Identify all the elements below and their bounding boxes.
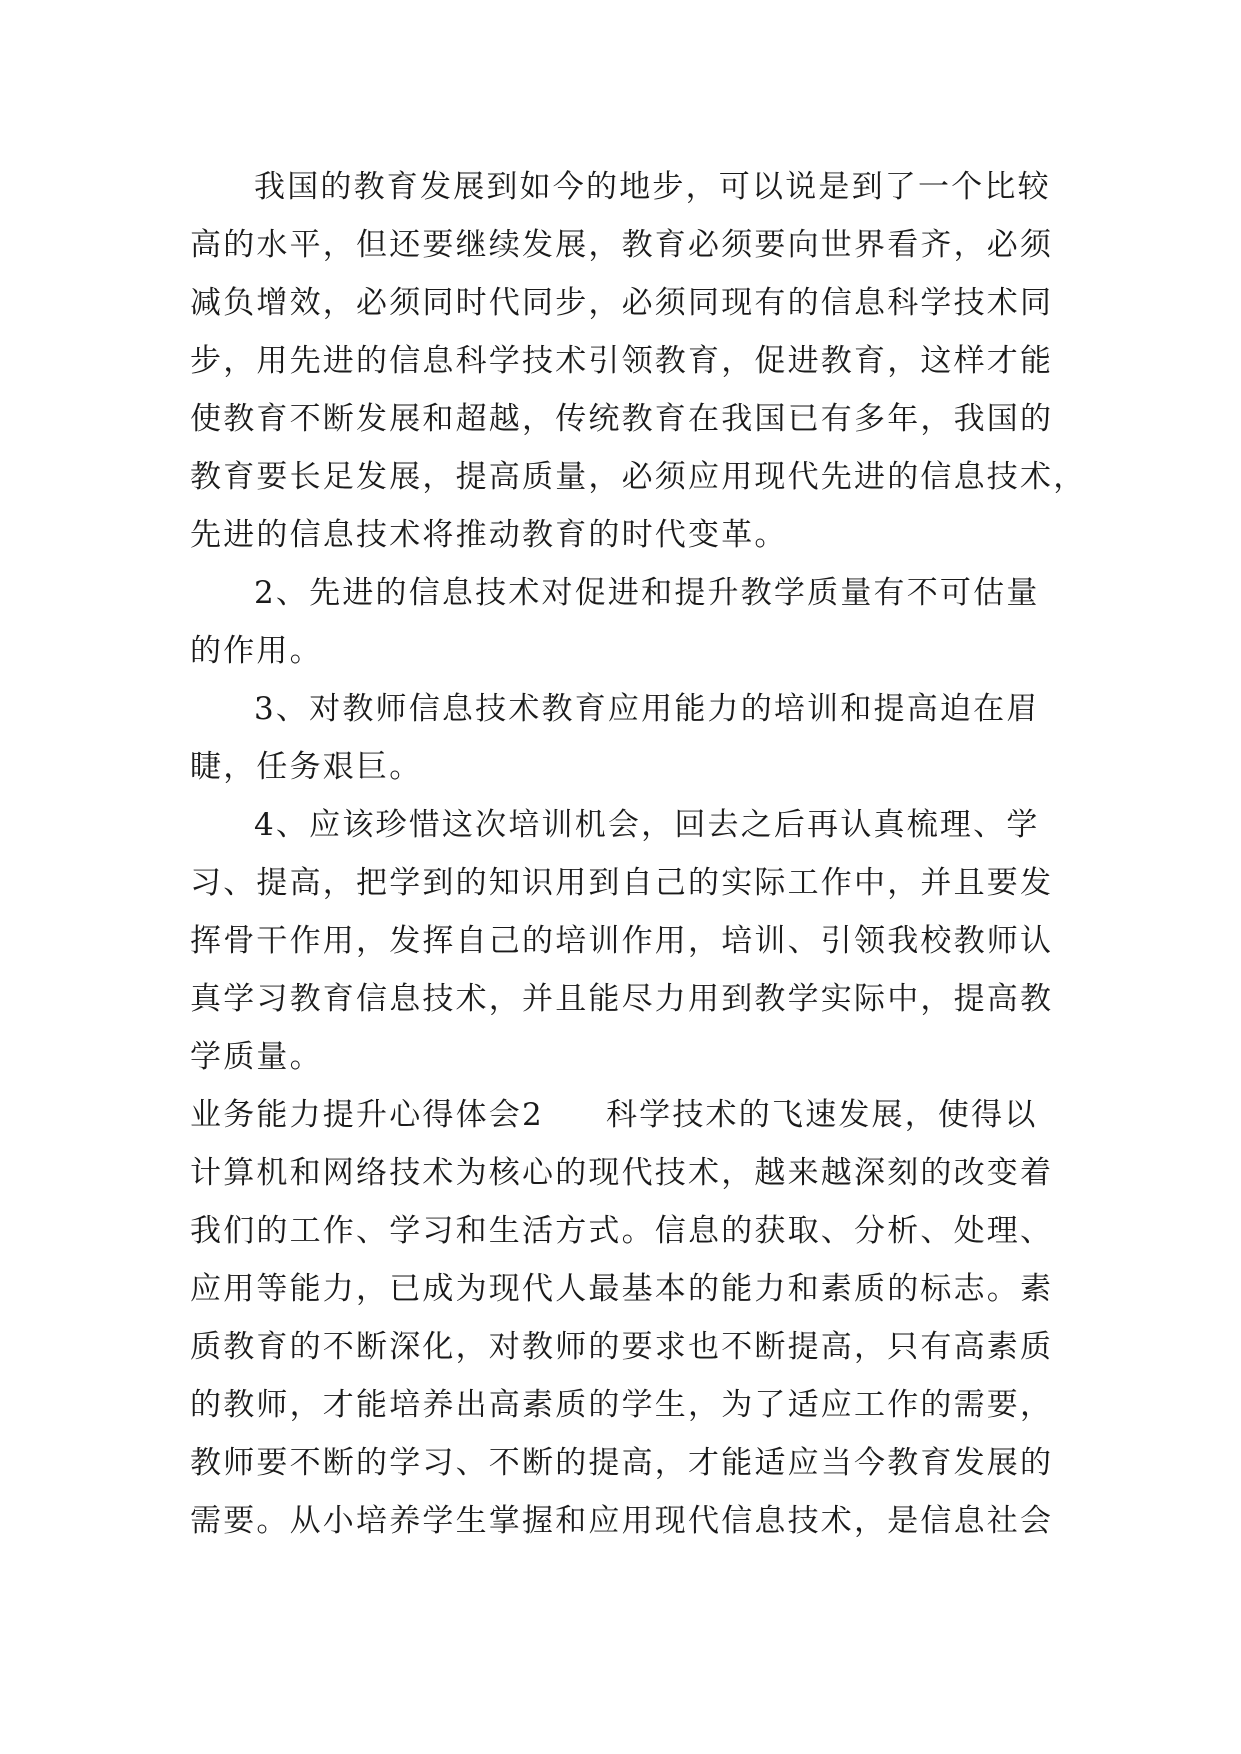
text-line: 使教育不断发展和超越，传统教育在我国已有多年，我国的 [190, 401, 1054, 437]
text-line: 3、对教师信息技术教育应用能力的培训和提高迫在眉 [254, 691, 1040, 727]
text-line: 应用等能力，已成为现代人最基本的能力和素质的标志。素 [190, 1271, 1054, 1307]
text-line: 学质量。 [190, 1039, 323, 1075]
section-title-line [190, 1086, 1060, 1144]
text-line: 质教育的不断深化，对教师的要求也不断提高，只有高素质 [190, 1329, 1054, 1365]
text-line: 的教师，才能培养出高素质的学生，为了适应工作的需要， [190, 1387, 1054, 1423]
text-line: 教师要不断的学习、不断的提高，才能适应当今教育发展的 [190, 1445, 1054, 1481]
section-title: 业务能力提升心得体会2 [190, 1097, 544, 1133]
text-line: 睫，任务艰巨。 [190, 749, 423, 785]
paragraph-2 [190, 564, 1060, 680]
text-line: 需要。从小培养学生掌握和应用现代信息技术，是信息社会 [190, 1503, 1054, 1539]
text-line: 步，用先进的信息科学技术引领教育，促进教育，这样才能 [190, 343, 1054, 379]
section-first-line: 科学技术的飞速发展，使得以 [605, 1097, 1038, 1133]
section-2 [190, 1086, 1060, 1550]
paragraph-4 [190, 796, 1060, 1086]
text-line: 2、先进的信息技术对促进和提升教学质量有不可估量 [254, 575, 1040, 611]
text-line: 减负增效，必须同时代同步，必须同现有的信息科学技术同 [190, 285, 1054, 321]
document-body [190, 158, 1087, 1550]
text-line: 计算机和网络技术为核心的现代技术，越来越深刻的改变着 [190, 1155, 1054, 1191]
paragraph-3 [190, 680, 1060, 796]
text-line: 高的水平，但还要继续发展，教育必须要向世界看齐，必须 [190, 227, 1054, 263]
text-line: 我国的教育发展到如今的地步，可以说是到了一个比较 [254, 169, 1051, 205]
paragraph-1 [190, 158, 1087, 564]
text-line: 真学习教育信息技术，并且能尽力用到教学实际中，提高教 [190, 981, 1054, 1017]
text-line: 教育要长足发展，提高质量，必须应用现代先进的信息技术， [190, 459, 1087, 495]
text-line: 4、应该珍惜这次培训机会，回去之后再认真梳理、学 [254, 807, 1040, 843]
text-line: 的作用。 [190, 633, 323, 669]
text-line: 挥骨干作用，发挥自己的培训作用，培训、引领我校教师认 [190, 923, 1054, 959]
text-line: 习、提高，把学到的知识用到自己的实际工作中，并且要发 [190, 865, 1054, 901]
text-line: 先进的信息技术将推动教育的时代变革。 [190, 517, 788, 553]
text-line: 我们的工作、学习和生活方式。信息的获取、分析、处理、 [190, 1213, 1054, 1249]
